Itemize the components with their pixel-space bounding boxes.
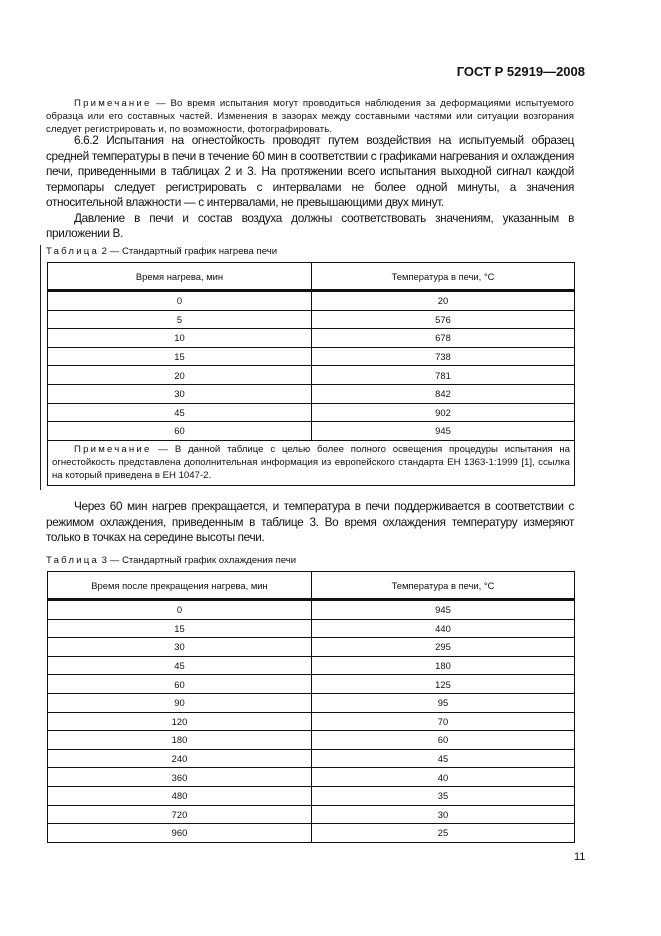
table-row <box>48 675 575 694</box>
cell-time: 45 <box>48 403 312 422</box>
cell-time: 60 <box>48 675 312 694</box>
cell-temperature: 35 <box>312 786 575 805</box>
cell-temperature: 945 <box>312 600 575 620</box>
section-6-6-2-paragraph-2: Давление в печи и состав воздуха должны соответствовать значениям, указанным в приложении В. <box>46 210 574 240</box>
column-header-heating-time: Время нагрева, мин <box>48 263 312 291</box>
document-designation: ГОСТ Р 52919—2008 <box>456 64 585 79</box>
cell-temperature: 295 <box>312 638 575 657</box>
note-top <box>46 97 574 136</box>
cell-temperature: 25 <box>312 824 575 843</box>
cell-time: 240 <box>48 749 312 768</box>
cell-time: 360 <box>48 768 312 787</box>
table-row <box>48 824 575 843</box>
table-row <box>48 366 575 385</box>
cell-time: 180 <box>48 731 312 750</box>
table-row <box>48 712 575 731</box>
table-row <box>48 749 575 768</box>
column-header-furnace-temperature: Температура в печи, °С <box>312 263 575 291</box>
cell-time: 5 <box>48 310 312 329</box>
cell-time: 30 <box>48 384 312 403</box>
table-header-row <box>48 572 575 600</box>
cell-temperature: 180 <box>312 656 575 675</box>
note-text: — Во время испытания могут проводиться наблюдения за деформациями испытуемого образца или его составных частей. Изменения в зазорах между составными частями или ситуации возгорания следует регистрировать и, по возможности, фотографировать. <box>46 98 574 135</box>
cell-temperature: 45 <box>312 749 575 768</box>
cell-time: 30 <box>48 638 312 657</box>
cell-time: 120 <box>48 712 312 731</box>
cell-time: 20 <box>48 366 312 385</box>
cell-temperature: 945 <box>312 422 575 441</box>
cell-temperature: 738 <box>312 347 575 366</box>
cell-temperature: 781 <box>312 366 575 385</box>
table-row <box>48 731 575 750</box>
margin-revision-line <box>40 245 41 490</box>
table-2-note-text: — В данной таблице с целью более полного освещения процедуры испытания на огнестойкость представлена дополнительная информация из европейского стандарта ЕН 1363-1:1999 [1], ссылка на который приведена в ЕН 1047-2. <box>52 443 570 481</box>
cell-temperature: 95 <box>312 693 575 712</box>
note-label: Примечание <box>74 98 152 109</box>
table-2-note <box>48 440 575 485</box>
table-3-cooling-schedule <box>47 571 575 843</box>
table-row <box>48 768 575 787</box>
cell-temperature: 125 <box>312 675 575 694</box>
table-2-heating-schedule <box>47 262 575 486</box>
table-row <box>48 384 575 403</box>
paragraph-cooling-text: Через 60 мин нагрев прекращается, и температура в печи поддерживается в соответствии с режимом охлаждения, приведенным в таблице 3. Во время охлаждения температуру измеряют только в точках на середине высоты печи. <box>46 499 574 544</box>
cell-time: 45 <box>48 656 312 675</box>
cell-temperature: 576 <box>312 310 575 329</box>
cell-temperature: 902 <box>312 403 575 422</box>
cell-temperature: 60 <box>312 731 575 750</box>
table-2-caption <box>46 246 277 257</box>
column-header-furnace-temperature: Температура в печи, °С <box>312 572 575 600</box>
cell-temperature: 70 <box>312 712 575 731</box>
cell-temperature: 440 <box>312 619 575 638</box>
table-2-caption-label: Таблица <box>46 246 100 257</box>
cell-temperature: 842 <box>312 384 575 403</box>
table-row <box>48 291 575 311</box>
cell-time: 960 <box>48 824 312 843</box>
cell-time: 0 <box>48 600 312 620</box>
table-row <box>48 347 575 366</box>
table-2-note-label: Примечание <box>74 443 152 455</box>
table-2-caption-text: 2 — Стандартный график нагрева печи <box>99 246 278 257</box>
section-6-6-2 <box>46 133 574 242</box>
table-row <box>48 600 575 620</box>
table-note-row <box>48 440 575 485</box>
cell-time: 60 <box>48 422 312 441</box>
cell-temperature: 678 <box>312 329 575 348</box>
cell-time: 15 <box>48 347 312 366</box>
table-row <box>48 403 575 422</box>
table-row <box>48 786 575 805</box>
table-row <box>48 619 575 638</box>
table-3-caption-label: Таблица <box>46 555 100 566</box>
cell-time: 480 <box>48 786 312 805</box>
table-header-row <box>48 263 575 291</box>
table-3-caption-text: 3 — Стандартный график охлаждения печи <box>99 555 297 566</box>
table-row <box>48 656 575 675</box>
cell-temperature: 20 <box>312 291 575 311</box>
cell-temperature: 30 <box>312 805 575 824</box>
table-row <box>48 329 575 348</box>
cell-temperature: 40 <box>312 768 575 787</box>
paragraph-cooling <box>46 499 574 546</box>
cell-time: 10 <box>48 329 312 348</box>
cell-time: 90 <box>48 693 312 712</box>
section-6-6-2-paragraph-1: 6.6.2 Испытания на огнестойкость проводят путем воздействия на испытуемый образец средней температуры в печи в течение 60 мин в соответствии с графиками нагревания и охлаждения печи, приведенными в таблицах 2 и 3. На протяжении всего испытания выходной сигнал каждой термопары следует регистрировать с интервалами не более одной минуты, а значения относительной влажности — с интервалами, не превышающими двух минут. <box>46 133 574 209</box>
column-header-time-after-heating: Время после прекращения нагрева, мин <box>48 572 312 600</box>
cell-time: 0 <box>48 291 312 311</box>
table-row <box>48 310 575 329</box>
cell-time: 720 <box>48 805 312 824</box>
table-row <box>48 638 575 657</box>
table-row <box>48 422 575 441</box>
table-row <box>48 693 575 712</box>
table-row <box>48 805 575 824</box>
table-3-caption <box>46 555 296 566</box>
cell-time: 15 <box>48 619 312 638</box>
page-number: 11 <box>574 851 586 863</box>
